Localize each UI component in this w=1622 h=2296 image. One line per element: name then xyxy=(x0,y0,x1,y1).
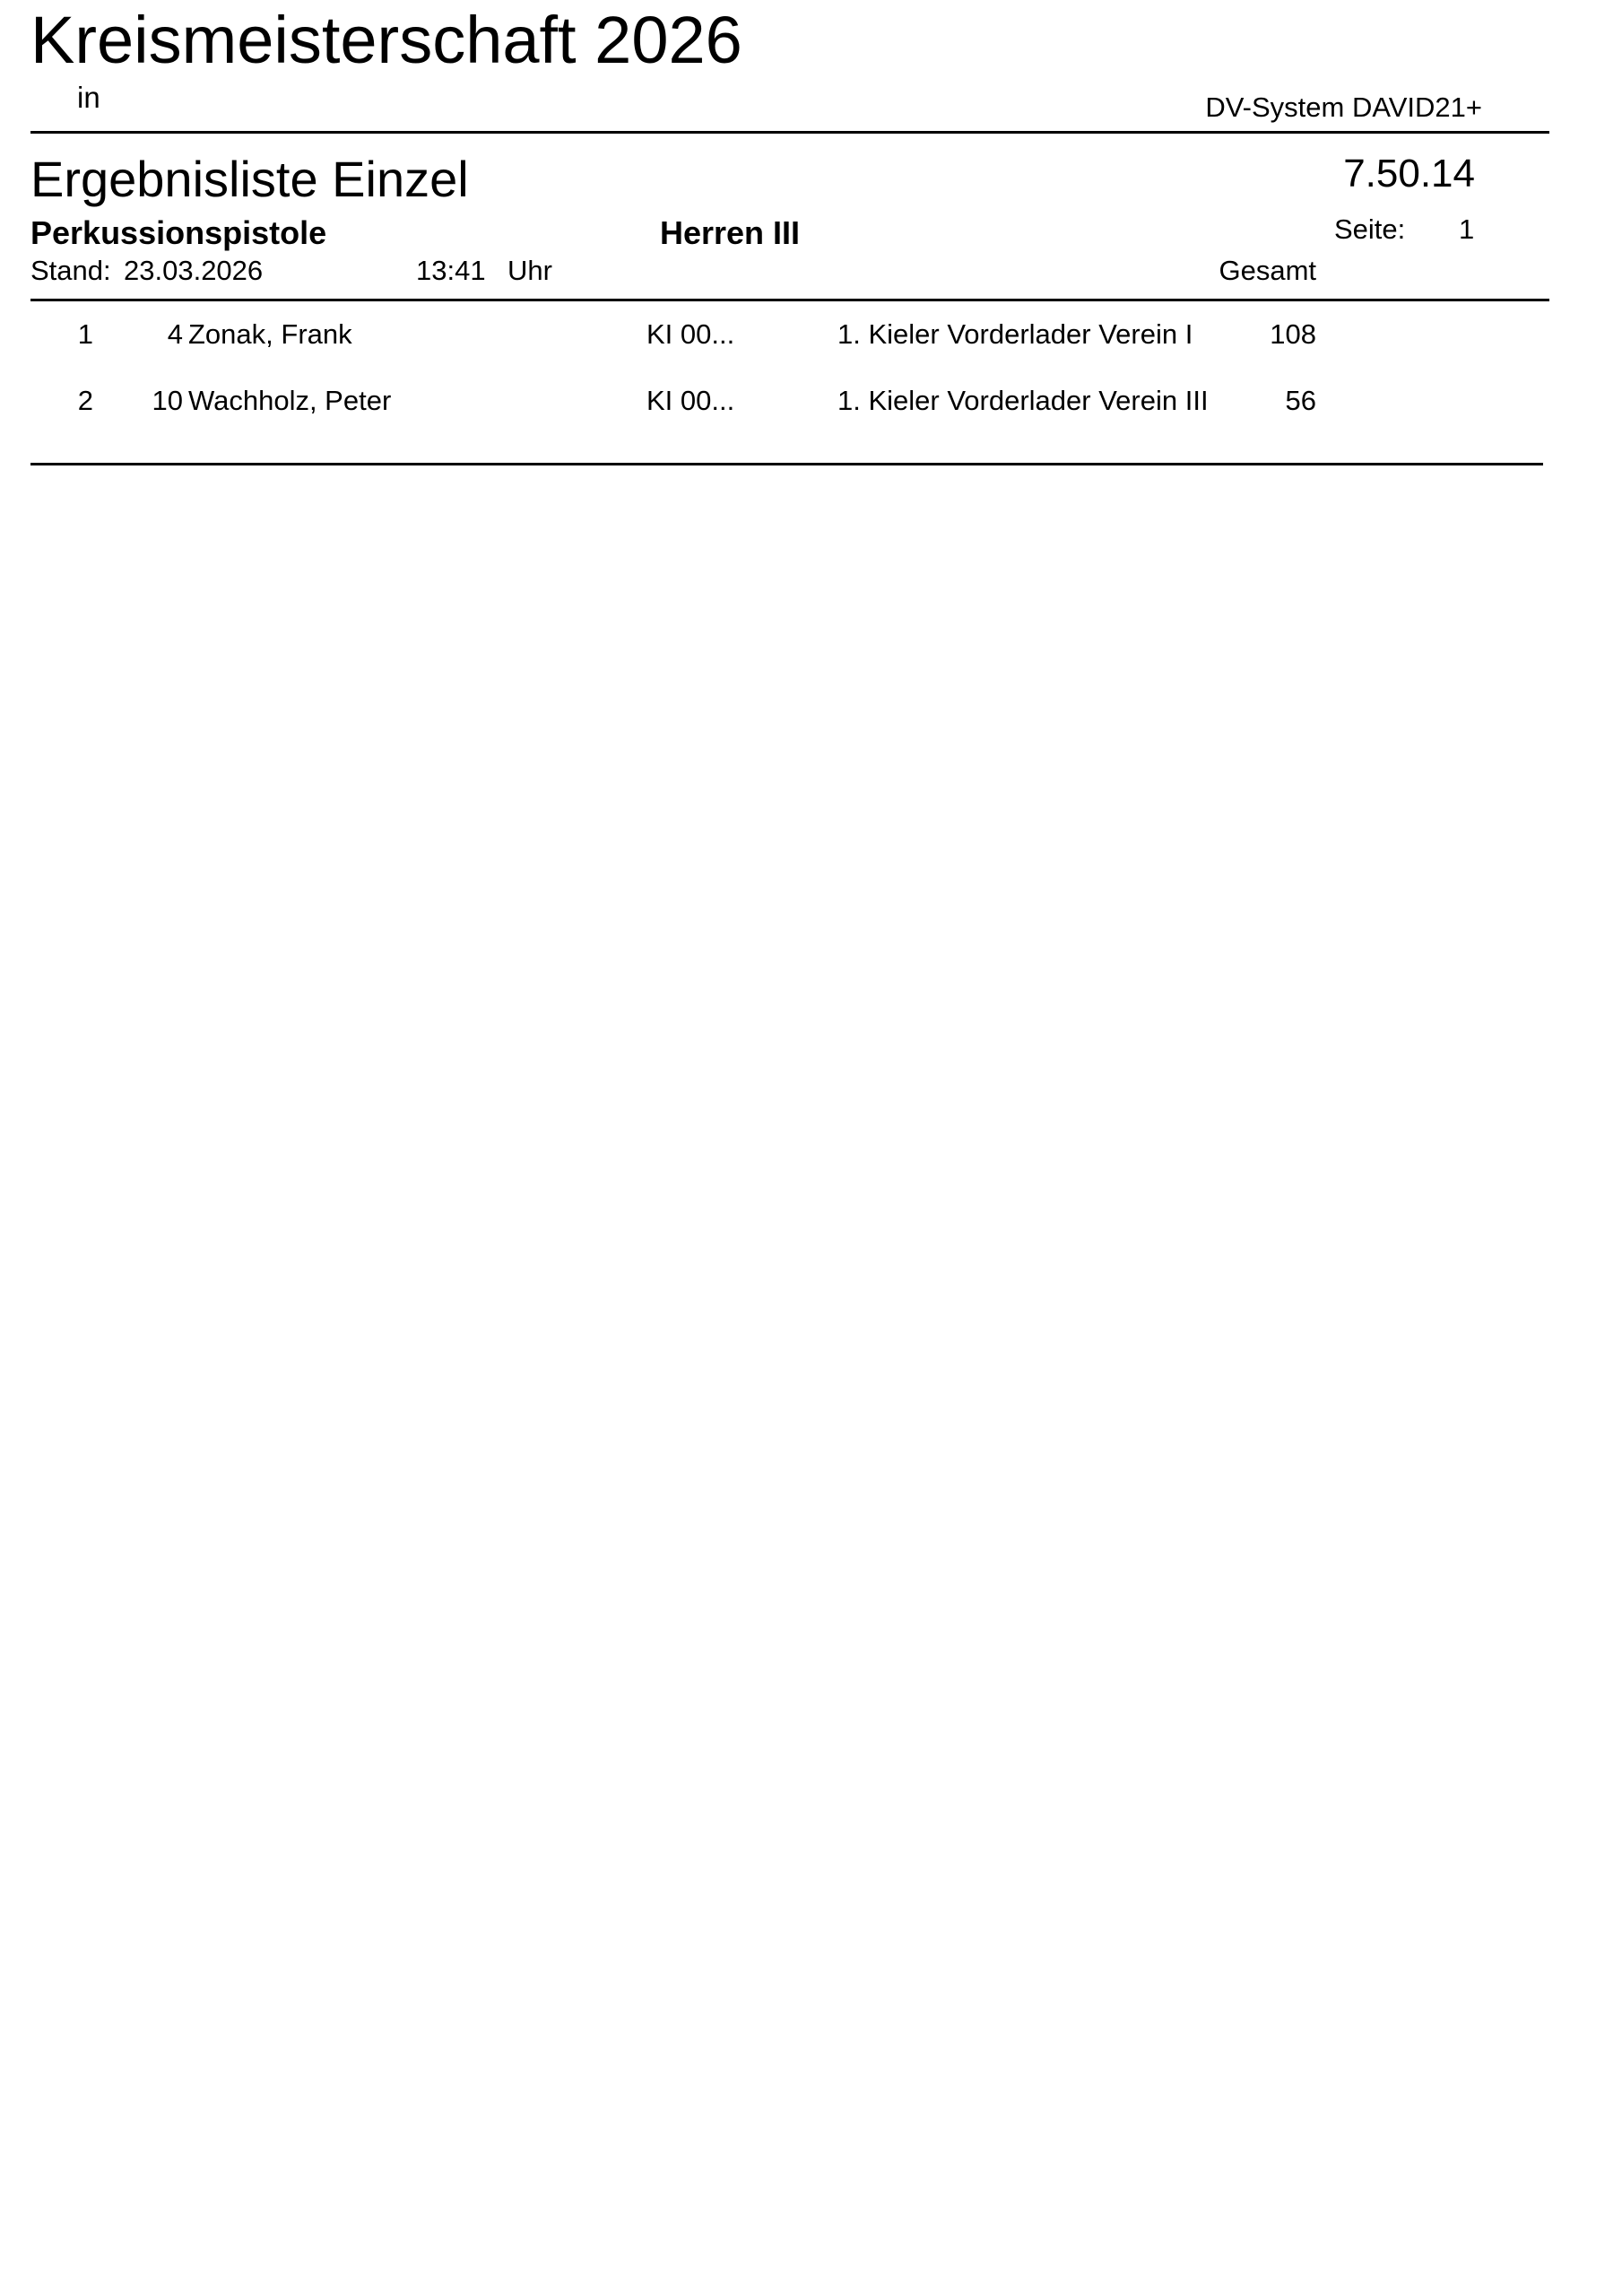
shooter-name-cell: Wachholz, Peter xyxy=(188,385,392,416)
club-name-cell: 1. Kieler Vorderlader Verein I xyxy=(837,318,1193,350)
stand-label: Stand: xyxy=(30,255,111,286)
event-location: in xyxy=(77,81,100,114)
discipline-name: Perkussionspistole xyxy=(30,214,327,251)
page-number: 1 xyxy=(1459,213,1475,245)
score-cell: 56 xyxy=(1285,385,1316,416)
total-column-header: Gesamt xyxy=(1219,255,1316,286)
club-code-cell: KI 00... xyxy=(646,385,735,416)
start-number-cell: 10 xyxy=(152,385,183,416)
header-divider xyxy=(30,131,1549,134)
start-number-cell: 4 xyxy=(167,318,183,350)
list-title: Ergebnisliste Einzel xyxy=(30,151,469,207)
rank-cell: 1 xyxy=(77,318,93,350)
stand-time: 13:41 xyxy=(416,255,486,286)
event-title: Kreismeisterschaft 2026 xyxy=(30,3,742,77)
page-label: Seite: xyxy=(1334,213,1406,245)
rank-cell: 2 xyxy=(77,385,93,416)
table-row xyxy=(0,320,1622,387)
score-cell: 108 xyxy=(1270,318,1316,350)
stand-date: 23.03.2026 xyxy=(124,255,264,286)
table-header-divider xyxy=(30,299,1549,301)
table-row xyxy=(0,387,1622,453)
version-number: 7.50.14 xyxy=(1343,152,1475,196)
club-name-cell: 1. Kieler Vorderlader Verein III xyxy=(837,385,1209,416)
stand-time-unit: Uhr xyxy=(507,255,552,286)
shooter-name-cell: Zonak, Frank xyxy=(188,318,352,350)
software-label: DV-System DAVID21+ xyxy=(1205,91,1482,123)
results-table xyxy=(0,320,1622,453)
club-code-cell: KI 00... xyxy=(646,318,735,350)
results-end-divider xyxy=(30,463,1543,465)
class-name: Herren III xyxy=(660,214,801,251)
